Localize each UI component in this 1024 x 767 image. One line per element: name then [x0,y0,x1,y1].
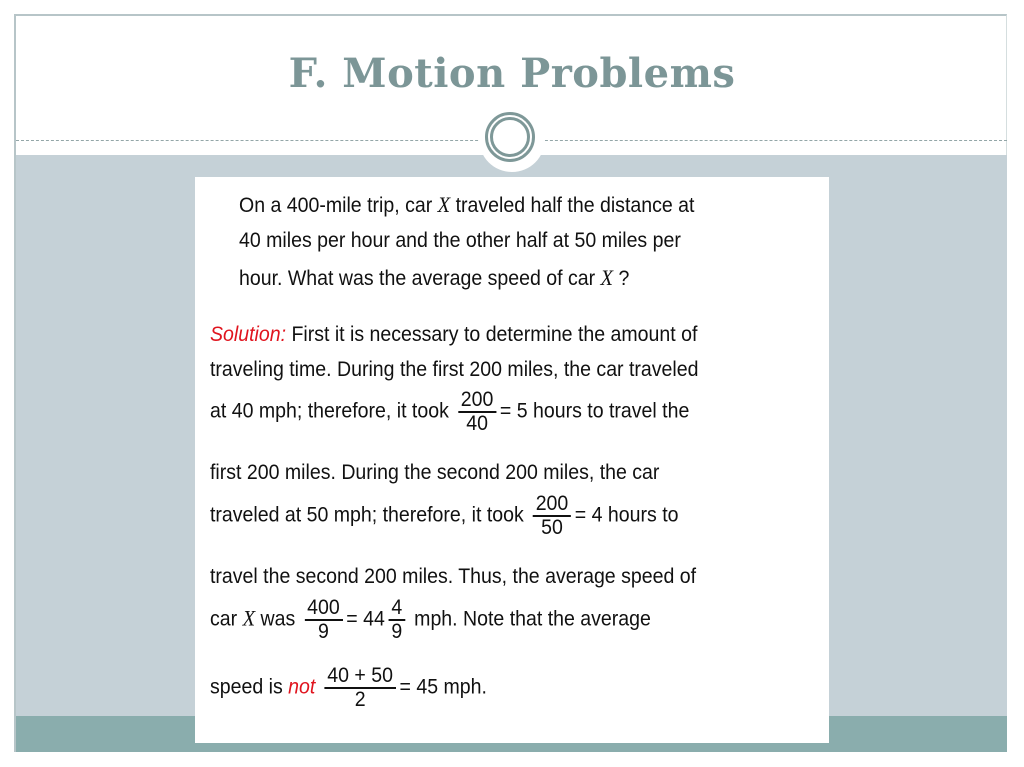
not-emphasis: not [288,675,316,699]
solution-line-7: car X was $\frac{400}{9}$ = 44 $\frac{4}{9}$ mph. Note that the average [210,596,651,644]
solution-line-2: traveling time. During the first 200 miles, the car traveled [210,358,699,381]
solution-line-8: speed is not $\frac{40 + 50}{2}$ = 45 mph. [210,664,487,712]
fraction-200-50: $\frac{200}{50}$ [533,493,571,539]
solution-line-4: first 200 miles. During the second 200 miles, the car [210,461,660,484]
fraction-4-9: $\frac{4}{9}$ [389,597,405,643]
fraction-90-2: $\frac{40 + 50}{2}$ [324,665,395,711]
solution-line-3: at 40 mph; therefore, it took $\frac{200}{40}$ = 5 hours to travel the [210,388,690,436]
fraction-400-9: $\frac{400}{9}$ [304,597,342,643]
problem-line-3: hour. What was the average speed of car X ? [239,265,630,290]
slide-title: F. Motion Problems [288,50,736,97]
fraction-200-40: $\frac{200}{40}$ [458,389,496,435]
ring-ornament-inner-icon [490,117,530,157]
solution-line-5: traveled at 50 mph; therefore, it took $\frac{200}{50}$ = 4 hours to [210,492,679,540]
problem-line-2: 40 miles per hour and the other half at 50 miles per [239,229,681,252]
solution-line-6: travel the second 200 miles. Thus, the average speed of [210,565,697,588]
solution-label: Solution: [210,323,287,346]
problem-line-1: On a 400-mile trip, car X traveled half the distance at [239,192,695,217]
solution-line-1: Solution: First it is necessary to determine the amount of [210,323,698,346]
problem-image [195,177,829,743]
